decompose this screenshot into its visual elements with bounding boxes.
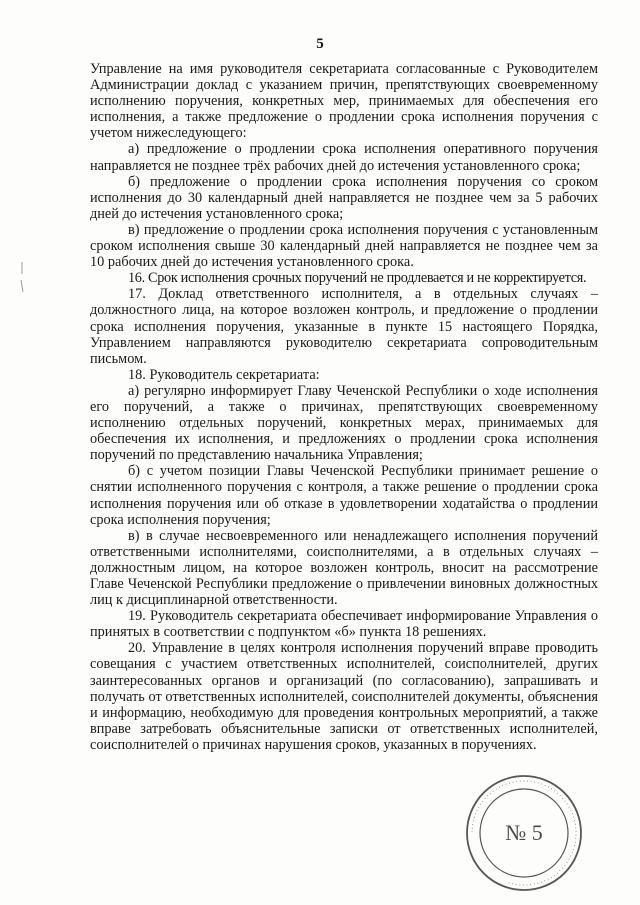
paragraph-20: 20. Управление в целях контроля исполнения поручений вправе проводить совещания с участием ответственных исполнителей, соисполнителей, других заинтересованных органов и организаций (по согласованию), запрашивать и получать от ответственных исполнителей, соисполнителей документы, объяснения и информацию, необходимую для проведения контрольных мероприятий, а также вправе затребовать объяснительные записки от ответственных исполнителей, соисполнителей о причинах нарушения сроков, указанных в поручениях. [90,640,598,753]
paragraph-18: 18. Руководитель секретариата: [128,366,320,383]
document-body [90,61,598,753]
paragraph-16: 16. Срок исполнения срочных поручений не продлевается и не корректируется. [128,270,587,287]
page-number: 5 [316,36,324,52]
svg-text:······························: ········································································ [466,775,582,891]
paragraph-continuation: Управление на имя руководителя секретариата согласованные с Руководителем Администрации доклад с указанием причин, препятствующих своевременному исполнению поручения, конкретных мер, принимаемых для обеспечения его исполнения, а также предложение о продлении срока исполнения поручения с учетом нижеследующего: [90,61,598,142]
official-seal-stamp [462,774,586,892]
paragraph-15a: а) предложение о продлении срока исполнения оперативного поручения направляется не позднее трёх рабочих дней до истечения установленного срока; [90,141,598,174]
paragraph-18c: в) в случае несвоевременного или ненадлежащего исполнения поручений ответственными исполнителями, соисполнителями, а в отдельных случаях – должностным лицом, на которое возложен контроль, вносит на рассмотрение Главе Чеченской Республики предложение о привлечении виновных должностных лиц к дисциплинарной ответственности. [90,527,598,609]
margin-scan-mark [18,262,26,292]
paragraph-15c: в) предложение о продлении срока исполнения поручения с установленным сроком исполнения свыше 30 календарный дней направляется не позднее чем за 10 рабочих дней до истечения установленного срока. [90,221,598,271]
paragraph-19: 19. Руководитель секретариата обеспечивает информирование Управления о принятых в соответствии с подпунктом «б» пункта 18 решениях. [90,608,598,641]
paragraph-17: 17. Доклад ответственного исполнителя, а в отдельных случаях – должностного лица, на которое возложен контроль, и предложение о продлении срока исполнения поручения, указанные в пункте 15 настоящего Порядка, Управлением направляются руководителю секретариата сопроводительным письмом. [90,286,598,367]
paragraph-18b: б) с учетом позиции Главы Чеченской Республики принимает решение о снятии исполненного поручения с контроля, а также решение о продлении срока исполнения поручения или об отказе в удовлетворении ходатайства о продлении срока исполнения поручения; [90,463,598,528]
stamp-number: № 5 [505,820,543,845]
paragraph-15b: б) предложение о продлении срока исполнения поручения со сроком исполнения до 30 календарный дней направляется не позднее чем за 5 рабочих дней до истечения установленного срока; [90,173,598,222]
paragraph-18a: а) регулярно информирует Главу Чеченской Республики о ходе исполнения его поручений, а также о причинах, препятствующих своевременному исполнению отдельных поручений, конкретных мерах, принимаемых для обеспечения их исполнения, и предложениях о продлении срока исполнения поручений по представлению начальника Управления; [90,382,598,464]
